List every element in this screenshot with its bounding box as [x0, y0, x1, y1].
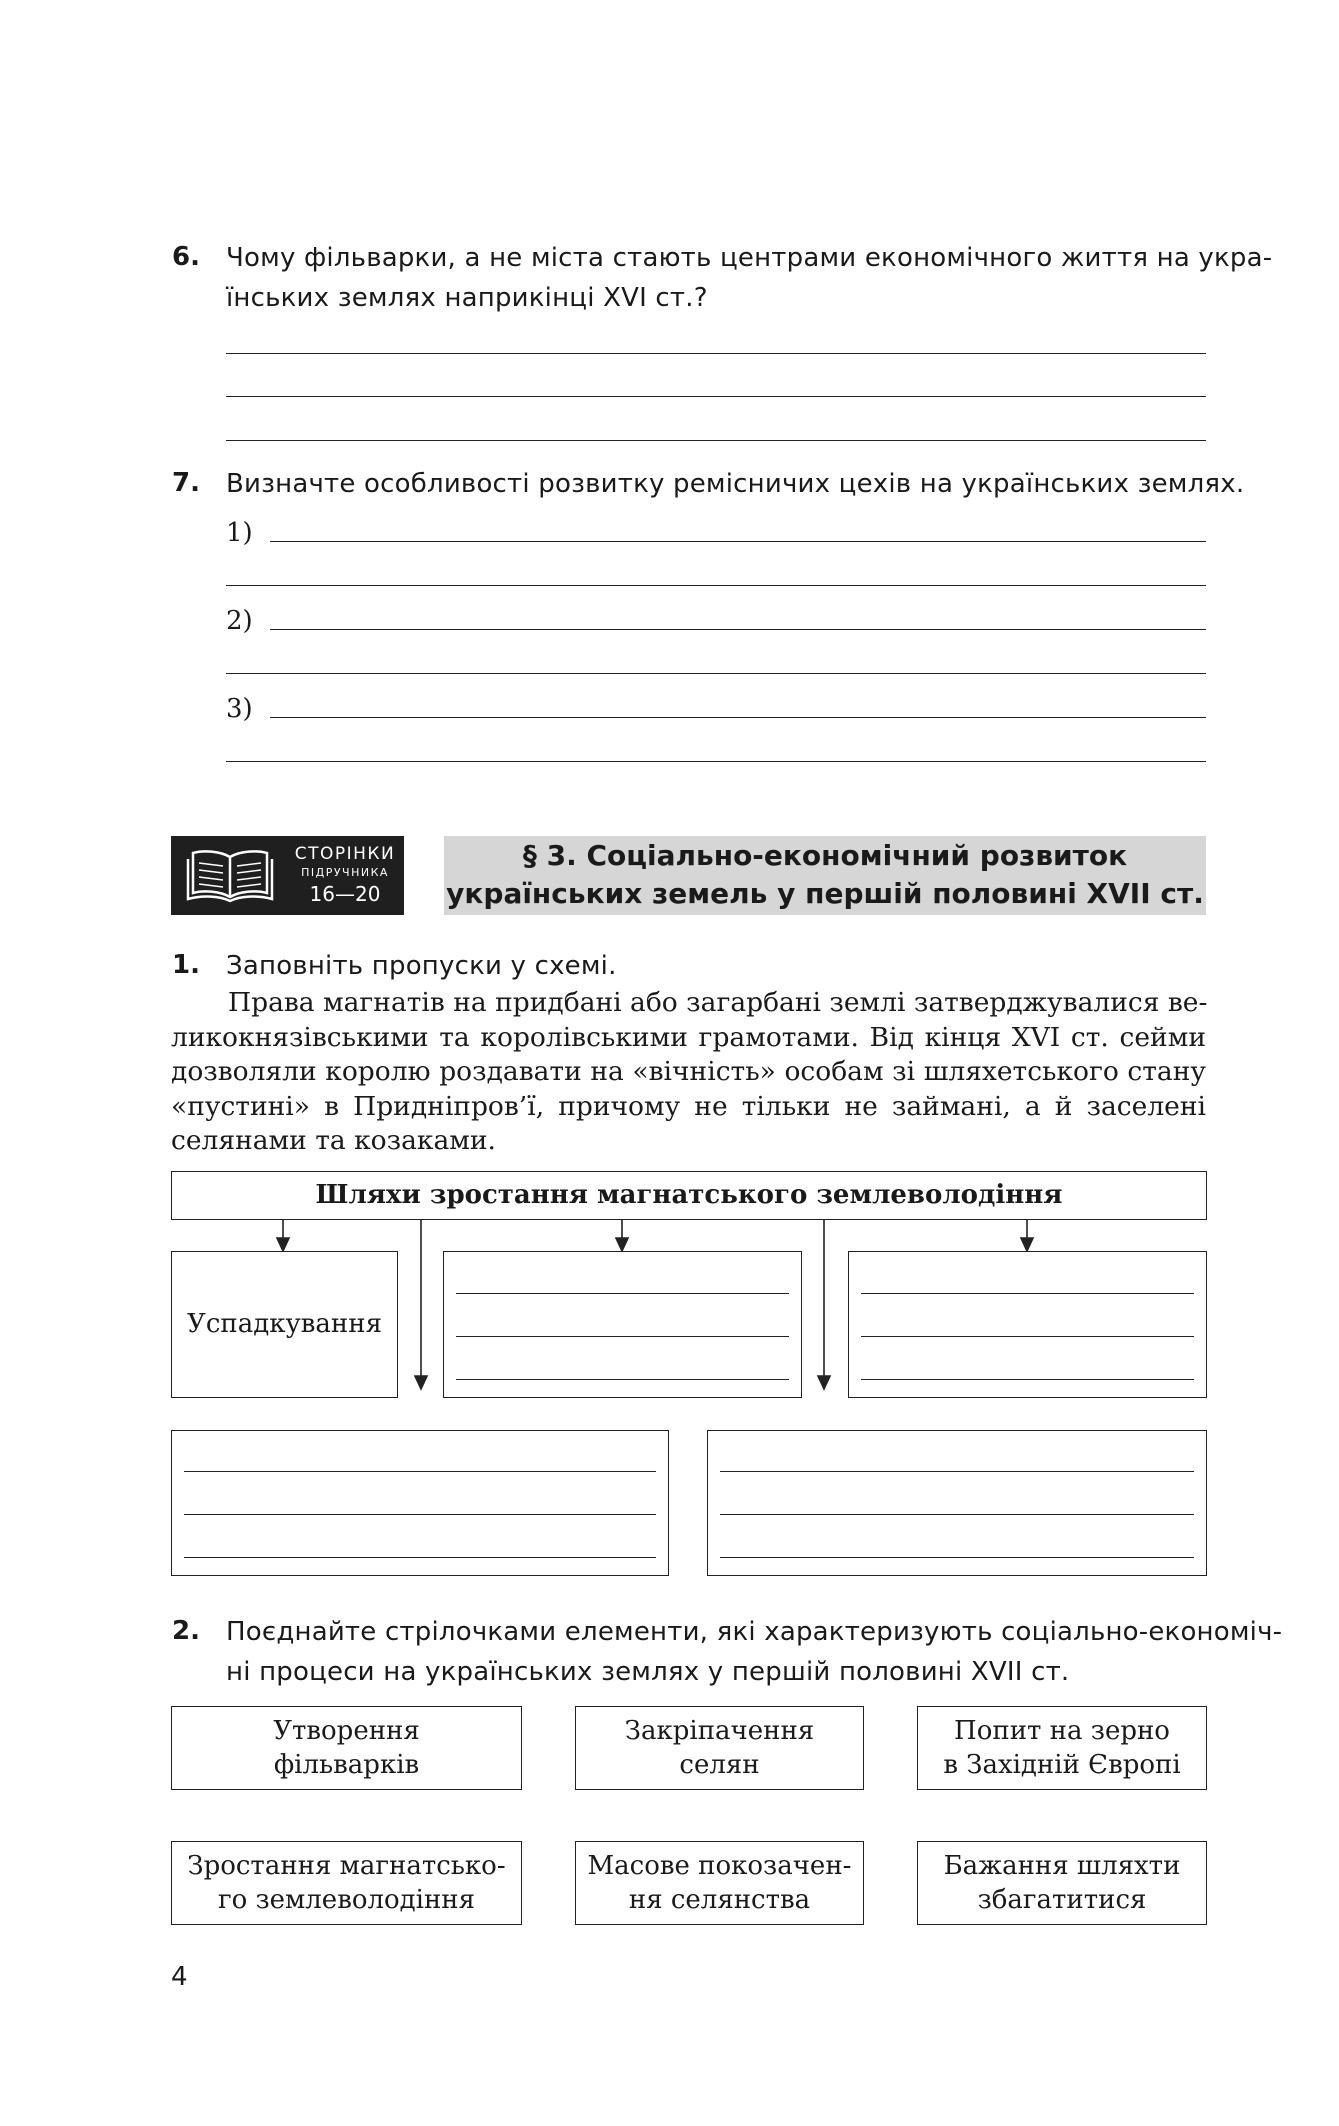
match-box-line: го землеволодіння — [217, 1885, 476, 1915]
answer-line[interactable] — [720, 1471, 1194, 1472]
diagram-box-label: Успадкування — [187, 1309, 382, 1339]
answer-line[interactable] — [270, 717, 1206, 718]
answer-line[interactable] — [226, 353, 1206, 354]
answer-line[interactable] — [456, 1379, 789, 1380]
match-box[interactable] — [171, 1706, 522, 1790]
diagram-blank-box — [848, 1251, 1207, 1398]
diagram-blank-box — [171, 1430, 669, 1576]
paragraph-line: селянами та козаками. — [171, 1125, 496, 1156]
answer-line[interactable] — [861, 1293, 1194, 1294]
answer-line[interactable] — [184, 1514, 656, 1515]
answer-line[interactable] — [226, 440, 1206, 441]
match-box-line: Попит на зерно — [954, 1716, 1170, 1746]
task-2-line-1: Поєднайте стрілочками елементи, які характеризують соціально-економіч- — [226, 1617, 1283, 1647]
task-1-number: 1. — [172, 950, 200, 980]
match-box-line: Закріпачення — [624, 1716, 815, 1746]
paragraph-line: ликокнязівськими та королівськими грамотами. Від кінця XVI ст. сейми — [171, 1021, 1206, 1053]
match-box[interactable] — [917, 1706, 1207, 1790]
match-box[interactable] — [575, 1841, 864, 1925]
answer-line[interactable] — [861, 1379, 1194, 1380]
match-box-line: селян — [679, 1750, 760, 1780]
match-box-line: Утворення — [273, 1716, 420, 1746]
task-2-number: 2. — [172, 1616, 200, 1646]
arrow-head — [616, 1238, 628, 1251]
diagram-title: Шляхи зростання магнатського землеволодіння — [315, 1180, 1063, 1210]
answer-line[interactable] — [270, 629, 1206, 630]
diagram-title-box — [171, 1171, 1207, 1220]
diagram-blank-box — [707, 1430, 1207, 1576]
match-box[interactable] — [575, 1706, 864, 1790]
answer-line[interactable] — [456, 1336, 789, 1337]
section-title-line-2: українських земель у першій половині XVII ст. — [446, 877, 1204, 910]
arrow-head — [818, 1376, 830, 1389]
diagram-blank-box — [443, 1251, 802, 1398]
diagram-box-inheritance — [171, 1251, 398, 1398]
match-box-line: Бажання шляхти — [943, 1851, 1181, 1881]
item-number: 2) — [226, 606, 253, 636]
answer-line[interactable] — [270, 541, 1206, 542]
task-2-line-2: ні процеси на українських землях у першій половині XVII ст. — [226, 1657, 1070, 1687]
answer-line[interactable] — [720, 1514, 1194, 1515]
task-1-prompt: Заповніть пропуски у схемі. — [226, 951, 617, 981]
item-number: 3) — [226, 694, 253, 724]
paragraph-line: «пустині» в Придніпров’ї, причому не тільки не займані, а й заселені — [171, 1090, 1206, 1122]
match-box-line: Масове покозачен- — [587, 1851, 852, 1881]
answer-line[interactable] — [720, 1557, 1194, 1558]
match-box[interactable] — [917, 1841, 1207, 1925]
answer-line[interactable] — [861, 1336, 1194, 1337]
answer-line[interactable] — [226, 761, 1206, 762]
badge-pages: 16—20 — [309, 882, 381, 906]
page-number: 4 — [171, 1962, 188, 1992]
answer-line[interactable] — [456, 1293, 789, 1294]
paragraph-line: Права магнатів на придбані або загарбані землі затверджувалися ве- — [228, 987, 1208, 1018]
question-7-number: 7. — [172, 468, 200, 498]
match-box-line: фільварків — [273, 1750, 420, 1780]
section-title — [444, 836, 1206, 915]
section-title-line-1: § 3. Соціально-економічний розвиток — [522, 839, 1128, 872]
arrow-head — [415, 1376, 427, 1389]
arrow-head — [277, 1238, 289, 1251]
badge-label: СТОРІНКИ — [294, 844, 396, 864]
task-1-paragraph — [171, 986, 1206, 1159]
paragraph-line: дозволяли королю роздавати на «вічність» особам зі шляхетського стану — [171, 1056, 1206, 1087]
answer-line[interactable] — [226, 585, 1206, 586]
answer-line[interactable] — [184, 1557, 656, 1558]
question-6-line-2: їнських землях наприкінці XVI ст.? — [226, 283, 708, 313]
textbook-pages-badge — [171, 836, 404, 915]
question-6-line-1: Чому фільварки, а не міста стають центрами економічного життя на укра- — [226, 243, 1273, 273]
match-box-line: збагатитися — [977, 1885, 1147, 1915]
match-box-line: в Західній Європі — [943, 1750, 1181, 1780]
badge-sublabel: ПІДРУЧНИКА — [301, 866, 389, 879]
question-6-number: 6. — [172, 242, 200, 272]
match-box-line: ня селянства — [628, 1885, 811, 1915]
match-box-line: Зростання магнатсько- — [187, 1851, 506, 1881]
answer-line[interactable] — [226, 396, 1206, 397]
match-box[interactable] — [171, 1841, 522, 1925]
answer-line[interactable] — [226, 673, 1206, 674]
answer-line[interactable] — [184, 1471, 656, 1472]
question-7-text: Визначте особливості розвитку ремісничих цехів на українських землях. — [226, 469, 1245, 499]
arrow-head — [1021, 1238, 1033, 1251]
open-book-icon — [185, 845, 275, 905]
item-number: 1) — [226, 518, 253, 548]
